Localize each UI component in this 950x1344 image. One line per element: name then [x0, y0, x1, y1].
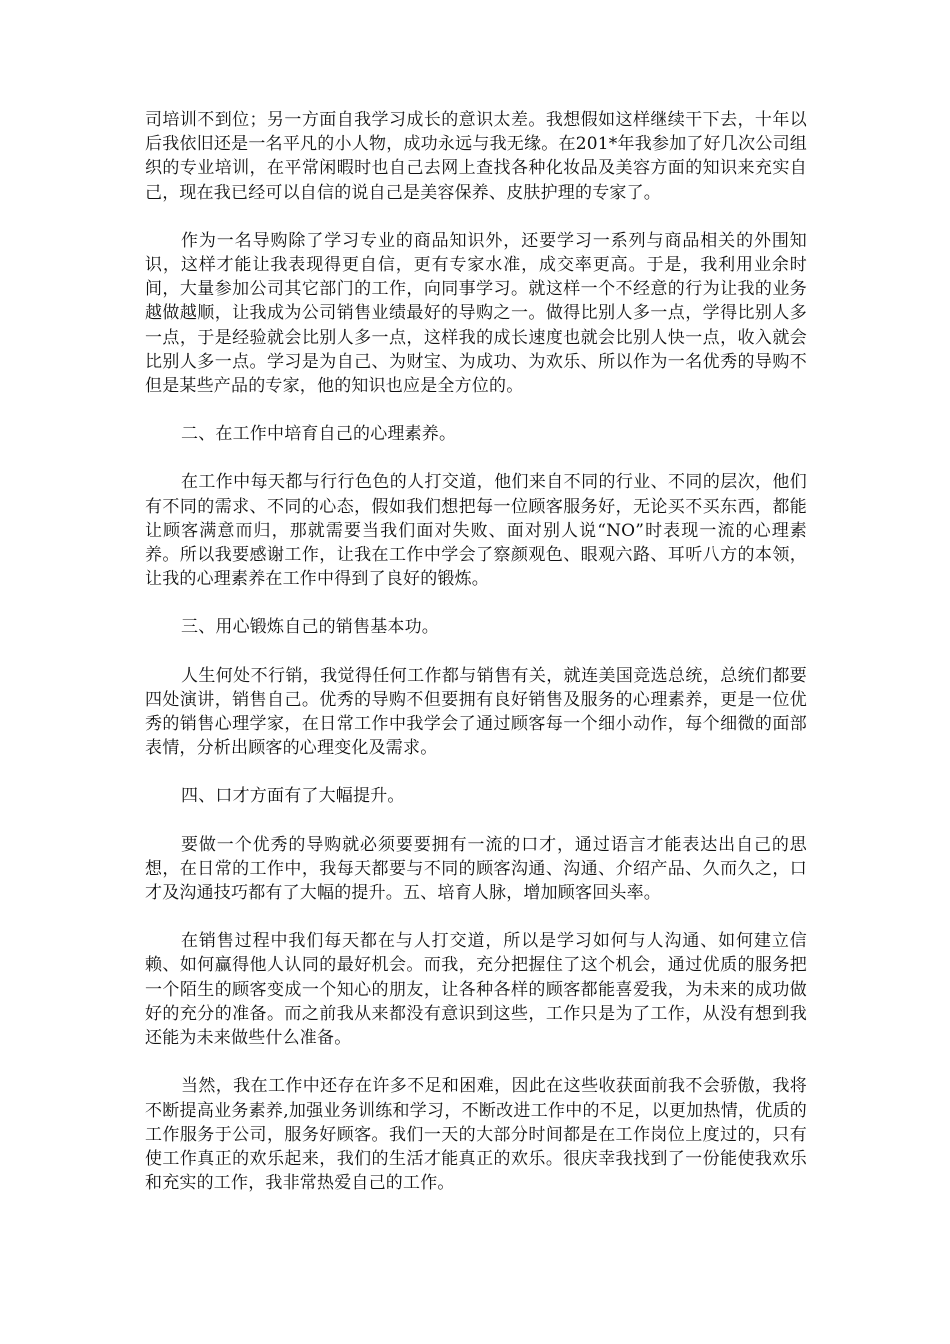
section-heading-eloquence: 四、口才方面有了大幅提升。 [181, 786, 405, 807]
paragraph-training: 司培训不到位；另一方面自我学习成长的意识太差。我想假如这样继续干下去，十年以后我依旧还是一名平凡的小人物，成功永远与我无缘。在201*年我参加了好几次公司组织的专业培训，在平常闲暇时也自己去网上查找各种化妆品及美容方面的知识来充实自己，现在我已经可以自信的说自己是美容保养、皮肤护理的专家了。 [145, 110, 807, 203]
paragraph-eloquence: 要做一个优秀的导购就必须要要拥有一流的口才，通过语言才能表达出自己的思想，在日常的工作中，我每天都要与不同的顾客沟通、沟通、介绍产品、久而久之，口才及沟通技巧都有了大幅的提升。五、培育人脉，增加顾客回头率。 [145, 834, 807, 904]
section-heading-psychology: 二、在工作中培育自己的心理素养。 [181, 424, 457, 445]
paragraph-psychology: 在工作中每天都与行行色色的人打交道，他们来自不同的行业、不同的层次，他们有不同的需求、不同的心态，假如我们想把每一位顾客服务好，无论买不买东西，都能让顾客满意而归，那就需要当我们面对失败、面对别人说“NO”时表现一流的心理素养。所以我要感谢工作，让我在工作中学会了察颜观色、眼观六路、耳听八方的本领，让我的心理素养在工作中得到了良好的锻炼。 [145, 472, 807, 590]
document-body [145, 108, 807, 1219]
paragraph-sales-skills: 人生何处不行销，我觉得任何工作都与销售有关，就连美国竞选总统，总统们都要四处演讲，销售自己。优秀的导购不但要拥有良好销售及服务的心理素养，更是一位优秀的销售心理学家，在日常工作中我学会了通过顾客每一个细小动作，每个细微的面部表情，分析出顾客的心理变化及需求。 [145, 665, 807, 759]
paragraph-relationships: 在销售过程中我们每天都在与人打交道，所以是学习如何与人沟通、如何建立信赖、如何赢得他人认同的最好机会。而我，充分把握住了这个机会，通过优质的服务把一个陌生的顾客变成一个知心的朋友，让各种各样的顾客都能喜爱我，为未来的成功做好的充分的准备。而之前我从来都没有意识到这些，工作只是为了工作，从没有想到我还能为未来做些什么准备。 [145, 931, 807, 1049]
section-heading-sales-skills: 三、用心锻炼自己的销售基本功。 [181, 617, 439, 638]
paragraph-conclusion: 当然，我在工作中还存在许多不足和困难，因此在这些收获面前我不会骄傲，我将不断提高业务素养,加强业务训练和学习，不断改进工作中的不足，以更加热情，优质的工作服务于公司，服务好顾客。我们一天的大部分时间都是在工作岗位上度过的，只有使工作真正的欢乐起来，我们的生活才能真正的欢乐。很庆幸我找到了一份能使我欢乐和充实的工作，我非常热爱自己的工作。 [145, 1076, 807, 1194]
paragraph-knowledge: 作为一名导购除了学习专业的商品知识外，还要学习一系列与商品相关的外围知识，这样才能让我表现得更自信，更有专家水准，成交率更高。于是，我利用业余时间，大量参加公司其它部门的工作，向同事学习。就这样一个不经意的行为让我的业务越做越顺，让我成为公司销售业绩最好的导购之一。做得比别人多一点，学得比别人多一点，于是经验就会比别人多一点，这样我的成长速度也就会比别人快一点，收入就会比别人多一点。学习是为自己、为财宝、为成功、为欢乐、所以作为一名优秀的导购不但是某些产品的专家，他的知识也应是全方位的。 [145, 230, 807, 397]
